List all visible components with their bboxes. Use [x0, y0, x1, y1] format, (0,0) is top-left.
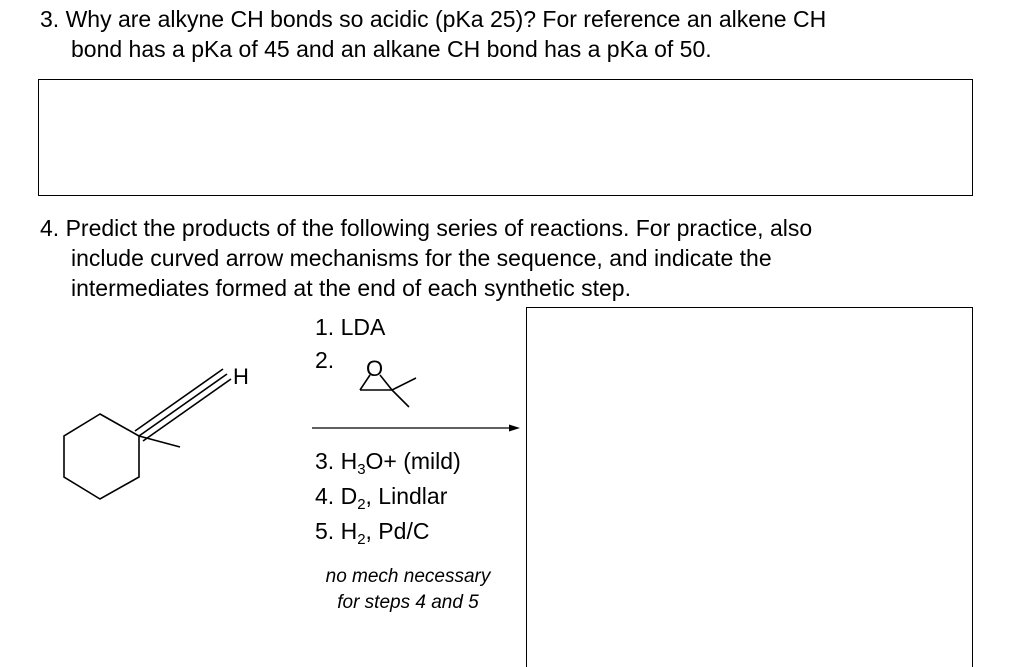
- mechanism-note-line-2: for steps 4 and 5: [337, 592, 479, 613]
- question-4-line-1: 4. Predict the products of the following series of reactions. For practice, also: [40, 215, 813, 241]
- terminal-hydrogen-label: H: [233, 364, 249, 389]
- reagent-step-4: 4. $D_2$, Lindlar: [315, 483, 448, 513]
- question-4-line-2: include curved arrow mechanisms for the sequence, and indicate the: [71, 245, 772, 271]
- question-3-line-1: 3. Why are alkyne CH bonds so acidic (pKa 25)? For reference an alkene CH: [40, 6, 827, 32]
- reagent-step-3: 3. $H_3O+$ (mild): [315, 448, 461, 478]
- question-3-line-2: bond has a pKa of 45 and an alkane CH bond has a pKa of 50.: [71, 36, 712, 62]
- alkyne-bond-3: [135, 369, 223, 431]
- reagent-step-2: 2.: [315, 347, 335, 373]
- question-4-line-3: intermediates formed at the end of each synthetic step.: [71, 275, 631, 301]
- alkyne-bond-2: [143, 379, 231, 441]
- alkyne-bond-1: [139, 374, 227, 436]
- methyl-bond: [139, 436, 180, 447]
- reaction-arrow: [312, 425, 520, 432]
- reagent-step-1: 1. LDA: [315, 314, 386, 340]
- starting-material-structure: [64, 369, 231, 499]
- cyclohexane-ring: [64, 414, 139, 499]
- reagent-step-5: 5. $H_2$, Pd/C: [315, 518, 430, 548]
- mechanism-note-line-1: no mech necessary: [325, 566, 491, 587]
- epoxide-oxygen-label: O: [366, 356, 384, 381]
